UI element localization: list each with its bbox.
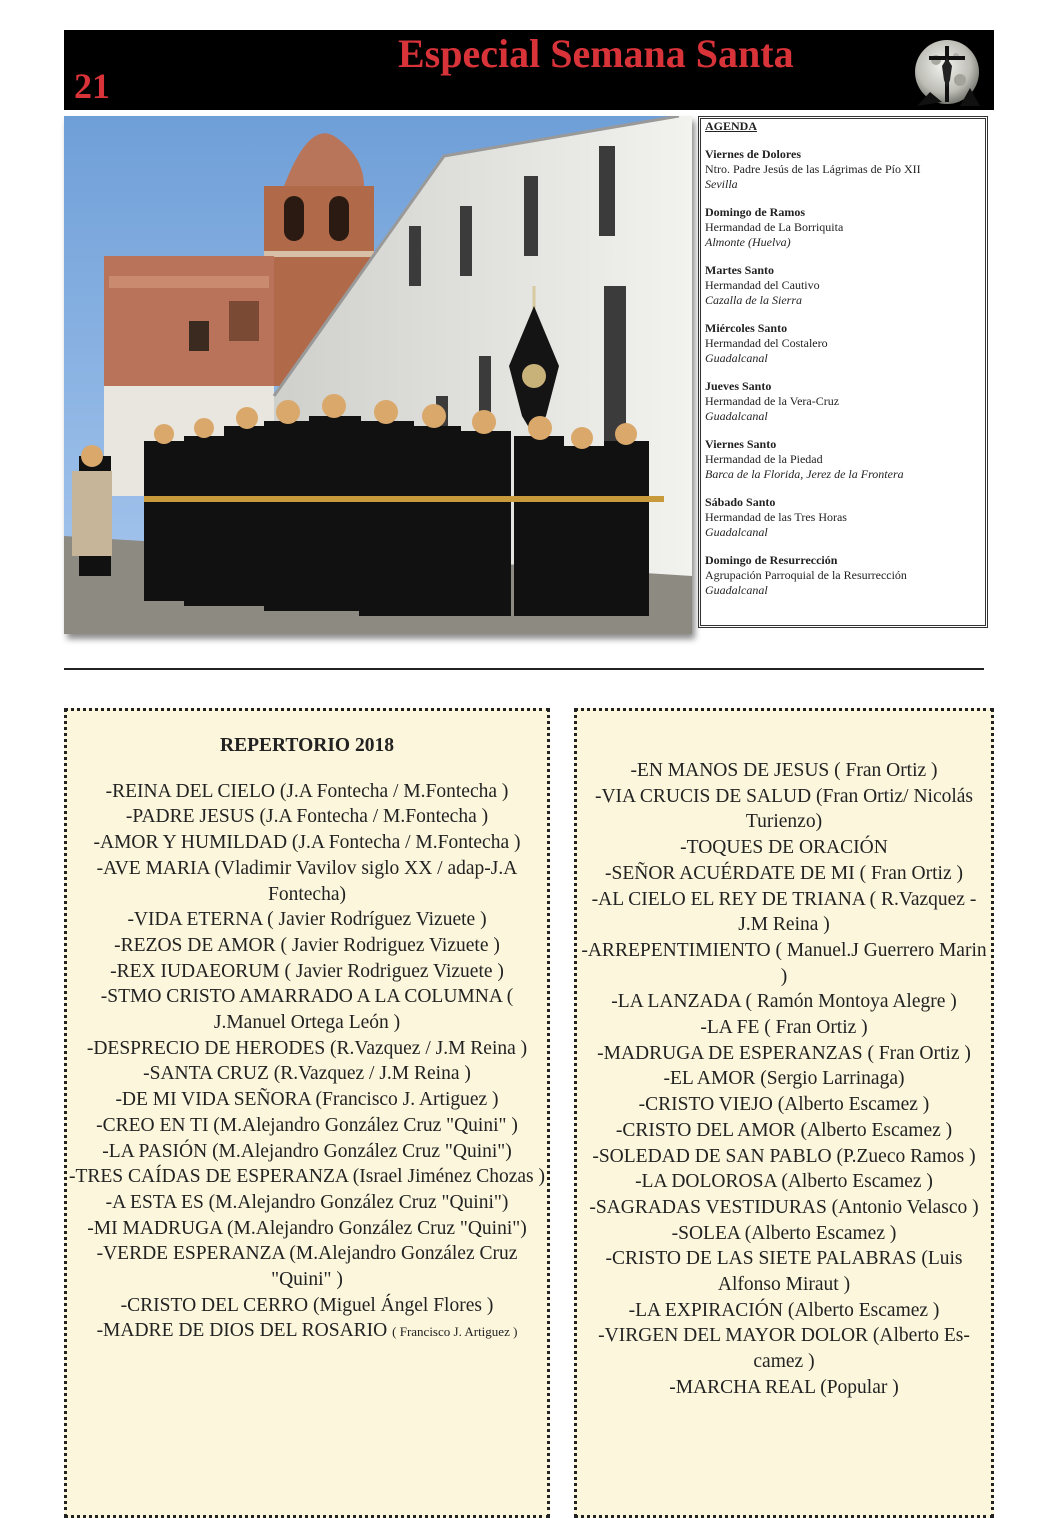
agenda-event [705, 379, 985, 424]
repertorio-title: REPERTORIO 2018 [220, 735, 394, 756]
repertorio-item: -EN MANOS DE JESUS ( Fran Ortiz ) [630, 760, 938, 781]
repertorio-item: -SAGRADAS VESTIDURAS (Antonio Velasco ) [589, 1196, 979, 1218]
repertorio-item: -AVE MARIA (Vladimir Vavilov siglo XX / adap-J.A Fontecha) [96, 857, 518, 905]
event-name: Hermandad de las Tres Horas [705, 510, 847, 524]
event-name: Ntro. Padre Jesús de las Lágrimas de Pío XII [705, 162, 921, 176]
agenda-event [705, 263, 985, 308]
agenda-event [705, 437, 985, 482]
event-day: Martes Santo [705, 263, 774, 277]
event-place: Almonte (Huelva) [705, 235, 791, 249]
event-day: Sábado Santo [705, 495, 776, 509]
repertorio-item: -VIA CRUCIS DE SALUD (Fran Ortiz/ Nicolás Turienzo) [594, 785, 974, 833]
event-place: Cazalla de la Sierra [705, 293, 803, 307]
repertorio-item: -LA LANZADA ( Ramón Montoya Alegre ) [611, 991, 957, 1013]
repertorio-item: -VIRGEN DEL MAYOR DOLOR (Alberto Es-camez ) [598, 1325, 970, 1373]
repertorio-item: -MARCHA REAL (Popular ) [669, 1376, 899, 1398]
event-day: Viernes de Dolores [705, 147, 801, 161]
repertorio-item: -AL CIELO EL REY DE TRIANA ( R.Vazquez - J.M Reina ) [591, 888, 977, 936]
repertorio-item: -VERDE ESPERANZA (M.Alejandro González Cruz "Quini" ) [96, 1243, 518, 1291]
repertorio-item: -PADRE JESUS (J.A Fontecha / M.Fontecha ) [125, 806, 489, 828]
repertorio-item: -LA PASIÓN (M.Alejandro González Cruz "Quini") [102, 1140, 512, 1162]
repertorio-item: -MADRUGA DE ESPERANZAS ( Fran Ortiz ) [597, 1042, 971, 1064]
page-title: Especial Semana Santa [398, 31, 794, 76]
repertorio-item: -SOLEA (Alberto Escamez ) [671, 1222, 897, 1244]
event-day: Jueves Santo [705, 379, 772, 393]
agenda-event [705, 147, 985, 192]
repertorio-item: -REX IUDAEORUM ( Javier Rodriguez Vizuete ) [110, 960, 504, 982]
repertorio-item: -CREO EN TI (M.Alejandro González Cruz "Quini" ) [96, 1114, 518, 1136]
event-day: Domingo de Ramos [705, 205, 806, 219]
repertorio-item: -CRISTO VIEJO (Alberto Escamez ) [638, 1094, 930, 1116]
repertorio-item: -STMO CRISTO AMARRADO A LA COLUMNA ( J.Manuel Ortega León ) [100, 986, 514, 1034]
repertorio-item: -AMOR Y HUMILDAD (J.A Fontecha / M.Fontecha ) [93, 832, 521, 854]
event-name: Hermandad de La Borriquita [705, 220, 844, 234]
repertorio-item: -MI MADRUGA (M.Alejandro González Cruz "Quini") [87, 1217, 527, 1239]
agenda-event [705, 553, 985, 598]
agenda-event [705, 205, 985, 250]
event-day: Viernes Santo [705, 437, 777, 451]
event-place: Guadalcanal [705, 351, 768, 365]
event-name: Agrupación Parroquial de la Resurrección [705, 568, 907, 582]
agenda-title: AGENDA [705, 119, 758, 133]
event-day: Miércoles Santo [705, 321, 788, 335]
procession-photo [64, 116, 692, 634]
repertorio-item: -SEÑOR ACUÉRDATE DE MI ( Fran Ortiz ) [604, 862, 963, 884]
event-name: Hermandad del Costalero [705, 336, 828, 350]
repertorio-item: -DE MI VIDA SEÑORA (Francisco J. Artiguez ) [115, 1089, 499, 1111]
page-number: 21 [74, 66, 110, 106]
repertorio-left-box [64, 708, 550, 1518]
event-place: Sevilla [705, 177, 738, 191]
repertorio-item: -SOLEDAD DE SAN PABLO (P.Zueco Ramos ) [592, 1145, 976, 1167]
event-place: Guadalcanal [705, 583, 768, 597]
repertorio-item: -LA DOLOROSA (Alberto Escamez ) [635, 1171, 933, 1193]
event-place: Barca de la Florida, Jerez de la Frontera [705, 467, 904, 481]
repertorio-item: -TOQUES DE ORACIÓN [680, 837, 888, 859]
repertorio-item: -A ESTA ES (M.Alejandro González Cruz "Quini") [105, 1191, 509, 1213]
repertorio-item: -EL AMOR (Sergio Larrinaga) [663, 1068, 905, 1090]
repertorio-item: -CRISTO DEL CERRO (Miguel Ángel Flores ) [120, 1294, 494, 1316]
repertorio-item: -DESPRECIO DE HERODES (R.Vazquez / J.M Reina ) [86, 1037, 528, 1059]
agenda-event [705, 321, 985, 366]
event-name: Hermandad de la Piedad [705, 452, 823, 466]
agenda-event [705, 495, 985, 540]
repertorio-right-box [574, 708, 994, 1518]
repertorio-item: -REINA DEL CIELO (J.A Fontecha / M.Fontecha ) [105, 780, 509, 802]
repertorio-item: -LA FE ( Fran Ortiz ) [700, 1017, 868, 1039]
repertorio-item-last [67, 1318, 547, 1345]
repertorio-item: -ARREPENTIMIENTO ( Manuel.J Guerrero Marin ) [581, 939, 987, 987]
event-name: Hermandad del Cautivo [705, 278, 820, 292]
repertorio-item: -LA EXPIRACIÓN (Alberto Escamez ) [628, 1299, 940, 1321]
repertorio-item: -CRISTO DEL AMOR (Alberto Escamez ) [615, 1119, 953, 1141]
repertorio-item: -SANTA CRUZ (R.Vazquez / J.M Reina ) [143, 1063, 471, 1085]
repertorio-item: -CRISTO DE LAS SIETE PALABRAS (Luis Alfonso Miraut ) [605, 1248, 963, 1296]
moon-crucifix-icon [912, 36, 982, 106]
repertorio-item: -VIDA ETERNA ( Javier Rodríguez Vizuete ) [127, 909, 487, 931]
event-place: Guadalcanal [705, 409, 768, 423]
event-place: Guadalcanal [705, 525, 768, 539]
repertorio-item: -TRES CAÍDAS DE ESPERANZA (Israel Jiménez Chozas ) [68, 1166, 546, 1188]
event-name: Hermandad de la Vera-Cruz [705, 394, 840, 408]
repertorio-item-main: -MADRE DE DIOS DEL ROSARIO [96, 1320, 388, 1342]
event-day: Domingo de Resurrección [705, 553, 838, 567]
header-bar [64, 30, 994, 110]
agenda-box [698, 116, 988, 628]
repertorio-item: -REZOS DE AMOR ( Javier Rodriguez Vizuete ) [114, 934, 500, 956]
horizontal-divider [64, 668, 984, 670]
repertorio-item-author: ( Francisco J. Artiguez ) [392, 1324, 518, 1340]
